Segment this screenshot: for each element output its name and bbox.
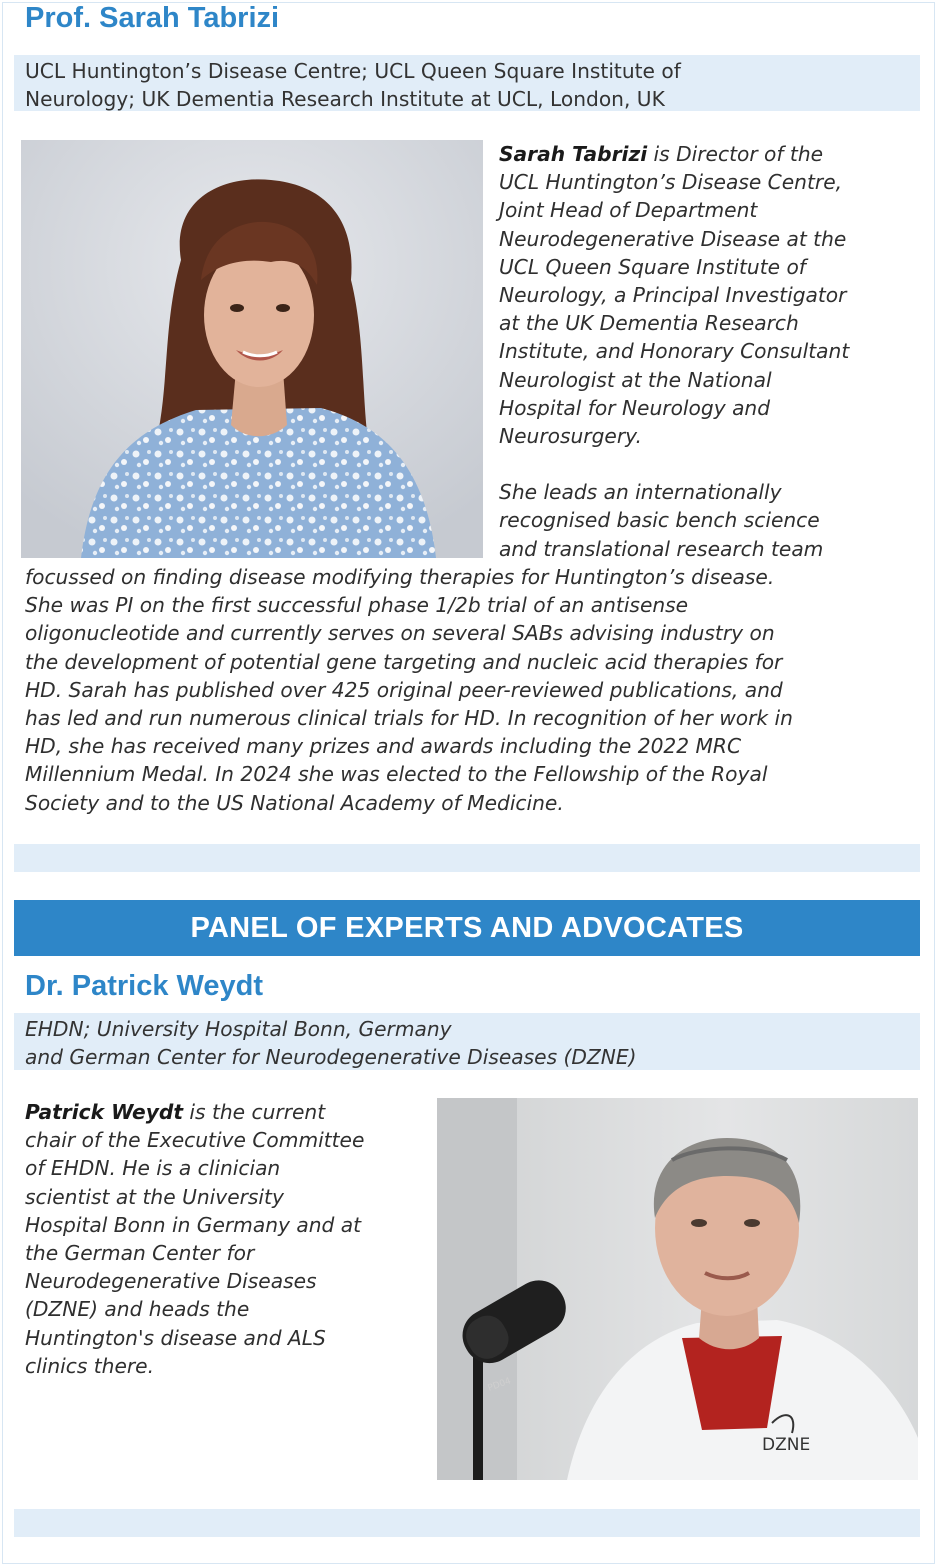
- bio-line: Millennium Medal. In 2024 she was elected to the Fellowship of the Royal: [25, 762, 768, 787]
- bio-line: Neurodegenerative Diseases: [25, 1269, 317, 1294]
- bio-line: Neurology, a Principal Investigator: [499, 282, 847, 307]
- affiliation-line: and German Center for Neurodegenerative Diseases (DZNE): [25, 1045, 637, 1070]
- bio-line: Hospital for Neurology and: [499, 395, 771, 420]
- bio-line: of EHDN. He is a clinician: [25, 1156, 281, 1181]
- bio-line: [25, 1098, 364, 1126]
- profile-name: Prof. Sarah Tabrizi: [25, 2, 280, 34]
- portrait-illustration: [437, 1098, 918, 1480]
- bio-line: the German Center for: [25, 1240, 255, 1265]
- bio-line: She leads an internationally: [499, 480, 782, 505]
- portrait-illustration: [21, 140, 483, 558]
- bio-line: Neurologist at the National: [499, 367, 772, 392]
- bio-line: HD, she has received many prizes and awards including the 2022 MRC: [25, 734, 742, 759]
- bio-line: Hospital Bonn in Germany and at: [25, 1212, 362, 1237]
- bio-name: Sarah Tabrizi: [499, 142, 648, 166]
- section-divider-bar: [14, 1509, 920, 1537]
- portrait-photo: [437, 1098, 918, 1480]
- bio-line: the development of potential gene targeting and nucleic acid therapies for: [25, 649, 783, 674]
- bio-line: (DZNE) and heads the: [25, 1297, 250, 1322]
- profile-bio-full: [25, 563, 793, 817]
- bio-line: Neurosurgery.: [499, 423, 642, 448]
- portrait-photo: [21, 140, 483, 558]
- bio-line: HD. Sarah has published over 425 original peer-reviewed publications, and: [25, 677, 783, 702]
- profile-bio-column: [25, 1098, 364, 1380]
- mic-label: PD04: [486, 1376, 513, 1394]
- bio-name: Patrick Weydt: [25, 1100, 183, 1124]
- affiliation-line: Neurology; UK Dementia Research Institute at UCL, London, UK: [25, 87, 665, 112]
- bio-line: Society and to the US National Academy of Medicine.: [25, 790, 564, 815]
- bio-line: focussed on finding disease modifying therapies for Huntington’s disease.: [25, 565, 775, 589]
- profile-name: Dr. Patrick Weydt: [25, 970, 264, 1002]
- bio-line: has led and run numerous clinical trials for HD. In recognition of her work in: [25, 705, 793, 730]
- bio-line: recognised basic bench science: [499, 508, 820, 533]
- section-banner: PANEL OF EXPERTS AND ADVOCATES: [14, 900, 920, 956]
- bio-line-text: is Director of the: [647, 142, 824, 166]
- bio-line: Joint Head of Department: [499, 198, 758, 223]
- bio-line-text: is the current: [183, 1100, 326, 1124]
- bio-line: scientist at the University: [25, 1184, 284, 1209]
- bio-line: chair of the Executive Committee: [25, 1128, 365, 1153]
- bio-line: Huntington's disease and ALS: [25, 1325, 326, 1350]
- bio-line: at the UK Dementia Research: [499, 311, 799, 336]
- bio-line: and translational research team: [499, 536, 824, 561]
- affiliation-line: EHDN; University Hospital Bonn, Germany: [25, 1017, 452, 1041]
- bio-line: oligonucleotide and currently serves on several SABs advising industry on: [25, 621, 775, 646]
- bio-line: She was PI on the first successful phase 1/2b trial of an antisense: [25, 593, 689, 618]
- bio-line: [499, 450, 849, 478]
- section-divider-bar: [14, 844, 920, 872]
- bio-line: UCL Huntington’s Disease Centre,: [499, 170, 843, 195]
- bio-line: clinics there.: [25, 1353, 155, 1378]
- coat-logo-text: DZNE: [762, 1435, 811, 1455]
- bio-line: Neurodegenerative Disease at the: [499, 226, 847, 251]
- affiliation-line: UCL Huntington’s Disease Centre; UCL Queen Square Institute of: [25, 59, 681, 83]
- profile-affiliation: [14, 1013, 920, 1070]
- profile-affiliation: [14, 55, 920, 111]
- profile-bio-column: [499, 140, 849, 563]
- bio-line: [499, 140, 849, 168]
- bio-line: Institute, and Honorary Consultant: [499, 339, 850, 364]
- bio-line: UCL Queen Square Institute of: [499, 254, 806, 279]
